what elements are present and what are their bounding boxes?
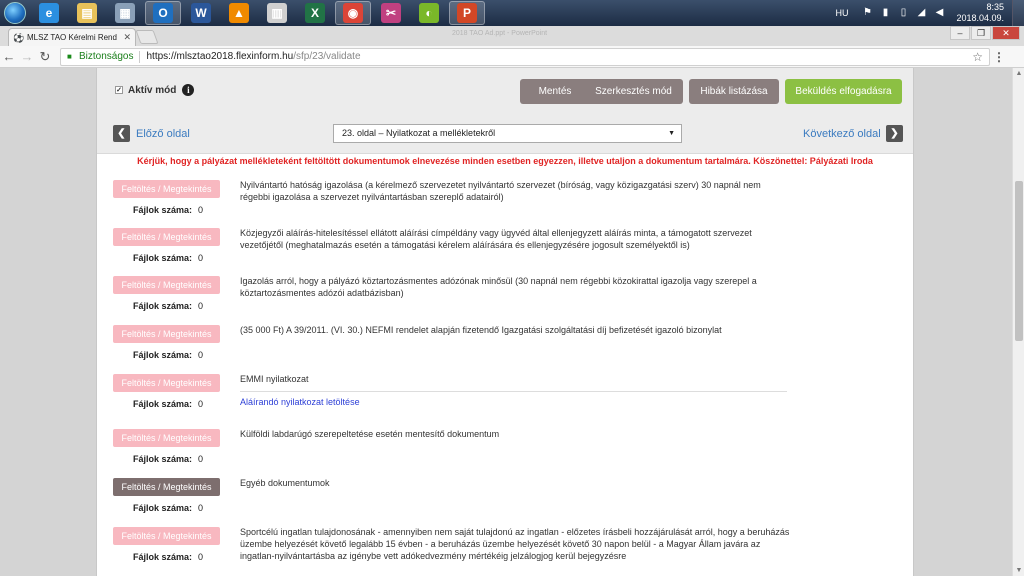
taskbar-app[interactable] [183, 1, 219, 25]
prev-page-link[interactable]: Előző oldal [136, 128, 190, 140]
attachment-row [97, 429, 913, 475]
upload-view-button[interactable]: Feltöltés / Megtekintés [113, 325, 220, 343]
url-path: /sfp/23/validate [293, 51, 361, 62]
scrollbar-thumb[interactable] [1015, 181, 1023, 341]
dropdown-caret-icon: ▼ [668, 130, 675, 137]
soccer-ball-icon: ⚽ [13, 32, 25, 43]
taskbar-app[interactable] [373, 1, 409, 25]
file-count-value: 0 [198, 503, 204, 513]
info-icon[interactable]: i [182, 84, 194, 96]
back-arrow-icon[interactable]: ← [2, 48, 16, 64]
outlook-icon: O [153, 3, 173, 23]
upload-view-button[interactable]: Feltöltés / Megtekintés [113, 478, 220, 496]
upload-view-button[interactable]: Feltöltés / Megtekintés [113, 228, 220, 246]
file-count [133, 552, 203, 562]
attachment-description: EMMI nyilatkozat [240, 374, 309, 384]
window-controls [949, 26, 1020, 40]
windows-taskbar [0, 0, 1024, 26]
save-button[interactable]: Mentés [520, 79, 590, 104]
attachment-row [97, 276, 913, 322]
file-count [133, 503, 203, 513]
attachment-description: Egyéb dokumentumok [240, 478, 330, 488]
file-count-label: Fájlok száma: [133, 301, 193, 311]
taskbar-app[interactable] [449, 1, 485, 25]
system-tray [835, 0, 1024, 26]
address-bar-row [0, 46, 1024, 68]
excel-icon: X [305, 3, 325, 23]
aktiv-mod [115, 84, 194, 96]
next-arrow-icon[interactable]: ❯ [886, 125, 903, 142]
battery-icon[interactable]: ▯ [900, 7, 907, 18]
page-navigation [97, 123, 913, 145]
network-icon[interactable]: ▮ [882, 7, 889, 18]
file-count-value: 0 [198, 552, 204, 562]
file-count [133, 350, 203, 360]
start-button[interactable] [0, 0, 30, 26]
next-page-link[interactable]: Következő oldal [803, 128, 881, 140]
scroll-up-icon[interactable]: ▲ [1015, 70, 1023, 77]
file-count-label: Fájlok száma: [133, 350, 193, 360]
attachment-row [97, 180, 913, 226]
snipping-tool-icon: ✂ [381, 3, 401, 23]
taskbar-app[interactable] [107, 1, 143, 25]
attachment-description: Külföldi labdarúgó szerepeltetése esetén mentesítő dokumentum [240, 429, 500, 439]
file-count-label: Fájlok száma: [133, 205, 193, 215]
url-host: https://mlsztao2018.flexinform.hu [146, 51, 294, 62]
signal-icon[interactable]: ◢ [917, 7, 926, 18]
taskbar-app[interactable] [411, 1, 447, 25]
file-count [133, 205, 203, 215]
taskbar-app[interactable] [335, 1, 371, 25]
taskbar-app[interactable] [31, 1, 67, 25]
calculator-icon: ▦ [115, 3, 135, 23]
page-scrollbar[interactable] [1012, 68, 1024, 576]
windows-logo-icon [4, 2, 26, 24]
volume-icon[interactable]: ◀ [935, 7, 944, 18]
chrome-icon: ◉ [343, 3, 363, 23]
url-bar[interactable] [60, 48, 990, 66]
show-desktop-button[interactable] [1012, 0, 1024, 26]
page-content [96, 68, 914, 576]
clock-date: 2018.04.09. [956, 13, 1004, 23]
vlc-icon: ▲ [229, 3, 249, 23]
new-tab-button[interactable] [135, 30, 158, 44]
attachment-description: Nyilvántartó hatóság igazolása (a kérelmező szervezetet nyilvántartó szervezet (bíróság, vagy közigazgatási szerv) 30 napnál nem régebbi igazolása a szervezet nyilvántartásban szereplő adatairól) [240, 180, 761, 202]
divider [240, 391, 787, 392]
separator [139, 51, 140, 63]
file-count-label: Fájlok száma: [133, 399, 193, 409]
browser-tab[interactable] [8, 28, 136, 46]
list-errors-button[interactable]: Hibák listázása [689, 79, 779, 104]
file-count [133, 399, 203, 409]
attachment-row [97, 478, 913, 524]
taskbar-app[interactable] [145, 1, 181, 25]
upload-view-button[interactable]: Feltöltés / Megtekintés [113, 374, 220, 392]
background-window-title: 2018 TAO Ad.ppt - PowerPoint [452, 30, 548, 37]
powerpoint-icon: P [457, 3, 477, 23]
page-select[interactable] [333, 124, 682, 143]
bookmark-star-icon[interactable]: ☆ [972, 49, 983, 64]
browser-menu-icon[interactable]: ⋮ [993, 49, 1005, 64]
upload-view-button[interactable]: Feltöltés / Megtekintés [113, 527, 220, 545]
lock-icon: ■ [67, 51, 72, 61]
page-select-value: 23. oldal – Nyilatkozat a mellékletekről [342, 128, 496, 138]
file-count [133, 253, 203, 263]
taskbar-apps [30, 1, 486, 25]
edit-mode-button[interactable]: Szerkesztés mód [584, 79, 683, 104]
aktiv-mod-checkbox[interactable]: ✓ [116, 87, 122, 94]
taskbar-app[interactable] [221, 1, 257, 25]
notepad-icon: ▥ [267, 3, 287, 23]
internet-explorer-icon: e [39, 3, 59, 23]
taskbar-app[interactable] [259, 1, 295, 25]
file-count-label: Fájlok száma: [133, 503, 193, 513]
aktiv-mod-label: Aktív mód [128, 84, 177, 96]
attachment-description: Közjegyzői aláírás-hitelesítéssel ellátott aláírási címpéldány vagy ügyvéd által ellenjegyzett aláírás minta, a támogatott szervezet vezetőjétől (meghatalmazás esetén a támogatási kérelem aláírására és ellenjegyzésére jogosult személyektől is) [240, 228, 752, 250]
greenshot-icon: ◐ [419, 3, 439, 23]
file-count [133, 301, 203, 311]
file-count-value: 0 [198, 301, 204, 311]
file-count-value: 0 [198, 454, 204, 464]
notice-text: Kérjük, hogy a pályázat mellékleteként feltöltött dokumentumok elnevezése minden esetben egyezzen, illetve utaljon a dokumentum tartalmára. Köszönettel: Pályázati Iroda [137, 156, 873, 166]
flag-icon[interactable]: ⚑ [862, 7, 872, 18]
attachment-row [97, 374, 913, 420]
file-count-value: 0 [198, 253, 204, 263]
taskbar-app[interactable] [297, 1, 333, 25]
maximize-button[interactable]: ❐ [971, 26, 991, 40]
file-count-value: 0 [198, 350, 204, 360]
attachment-row [97, 527, 913, 573]
file-count [133, 454, 203, 464]
file-count-value: 0 [198, 399, 204, 409]
file-count-label: Fájlok száma: [133, 253, 193, 263]
form-toolbar [97, 68, 913, 154]
attachment-description: Igazolás arról, hogy a pályázó köztartozásmentes adózónak minősül (30 napnál nem régebbi közokirattal igazolja vagy szerepel a köztartozásmentes adózói adatbázisban) [240, 276, 757, 298]
file-count-label: Fájlok száma: [133, 552, 193, 562]
prev-arrow-icon[interactable]: ❮ [113, 125, 130, 142]
page-viewport [0, 68, 1012, 576]
upload-view-button[interactable]: Feltöltés / Megtekintés [113, 276, 220, 294]
scroll-down-icon[interactable]: ▼ [1015, 567, 1023, 574]
language-indicator[interactable]: HU [835, 8, 849, 18]
close-icon[interactable]: ✕ [123, 32, 131, 42]
file-count-value: 0 [198, 205, 204, 215]
taskbar-app[interactable] [69, 1, 105, 25]
forward-arrow-icon[interactable]: → [20, 48, 34, 64]
word-icon: W [191, 3, 211, 23]
file-explorer-icon: ▤ [77, 3, 97, 23]
upload-view-button[interactable]: Feltöltés / Megtekintés [113, 429, 220, 447]
download-statement-link[interactable]: Aláírandó nyilatkozat letöltése [240, 397, 360, 407]
clock[interactable] [956, 2, 1004, 24]
attachment-row [97, 325, 913, 371]
submit-button[interactable]: Beküldés elfogadásra [785, 79, 902, 104]
clock-time: 8:35 [986, 2, 1004, 12]
file-count-label: Fájlok száma: [133, 454, 193, 464]
attachment-description: (35 000 Ft) A 39/2011. (VI. 30.) NEFMI rendelet alapján fizetendő Igazgatási szolgáltatási díj befizetését igazoló bizonylat [240, 325, 722, 335]
reload-icon[interactable]: ↻ [39, 48, 51, 64]
tab-title: MLSZ TAO Kérelmi Rend [27, 33, 117, 42]
attachment-row [97, 228, 913, 274]
attachment-description: Sportcélú ingatlan tulajdonosának - amennyiben nem saját tulajdonú az ingatlan - előzetes írásbeli hozzájárulását arról, hogy a beruházás üzembe helyezését követő legalább 15 évben - a beruházás üzembe helyezését követő 30 napon belül - a Magyar Állam javára az ingatlan-nyilvántartásba az igénybe vett adókedvezmény mértékéig jelzálogjog kerül bejegyzésre [240, 527, 790, 561]
minimize-button[interactable]: – [950, 26, 970, 40]
secure-label: Biztonságos [79, 51, 134, 62]
close-window-button[interactable]: ✕ [992, 26, 1020, 40]
upload-view-button[interactable]: Feltöltés / Megtekintés [113, 180, 220, 198]
